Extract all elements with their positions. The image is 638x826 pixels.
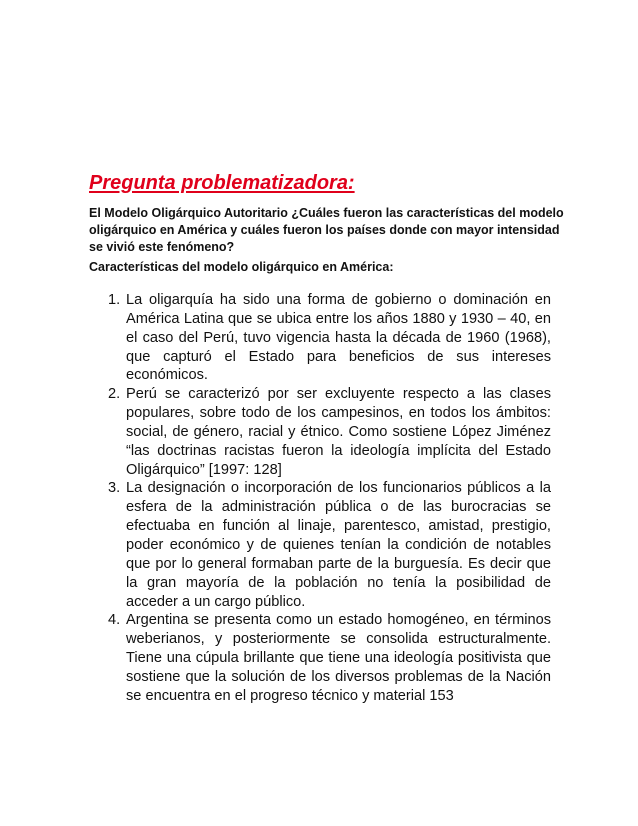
- question-paragraph: El Modelo Oligárquico Autoritario ¿Cuáles fueron las características del modelo oligárquico en América y cuáles fueron los países donde con mayor intensidad se vivió este fenómeno?: [89, 206, 564, 254]
- list-item: [89, 385, 551, 479]
- page-title: Pregunta problematizadora:: [89, 172, 355, 194]
- characteristics-list: [89, 291, 551, 706]
- list-item: [89, 291, 551, 385]
- list-item-number: 3.: [108, 480, 121, 497]
- list-item: [89, 479, 551, 611]
- list-item-text: La designación o incorporación de los funcionarios públicos a la esfera de la administración pública o de las burocracias se efectuaba en función al linaje, parentesco, amistad, prestigio, poder económico y de quienes tenían la condición de notables que por lo general formaban parte de la burguesía. Es decir que la gran mayoría de la población no tenía la posibilidad de acceder a un cargo público.: [126, 480, 551, 610]
- section-subheading: Características del modelo oligárquico en América:: [89, 260, 394, 274]
- list-item-number: 1.: [108, 292, 121, 308]
- list-item-number: 2.: [108, 386, 121, 403]
- list-item-text: Perú se caracterizó por ser excluyente respecto a las clases populares, sobre todo de los campesinos, en todos los ámbitos: social, de género, racial y étnico. Como sostiene López Jiménez “las doctrinas racistas fueron la ideología implícita del Estado Oligárquico” [1997: 128]: [126, 386, 551, 478]
- list-item-text: Argentina se presenta como un estado homogéneo, en términos weberianos, y posteriormente se consolida estructuralmente. Tiene una cúpula brillante que tiene una ideología positivista que sostiene que la solución de los diversos problemas de la Nación se encuentra en el progreso técnico y material 153: [126, 612, 551, 704]
- list-item-text: La oligarquía ha sido una forma de gobierno o dominación en América Latina que se ubica entre los años 1880 y 1930 – 40, en el caso del Perú, tuvo vigencia hasta la década de 1960 (1968), que capturó el Estado para beneficios de sus intereses económicos.: [126, 292, 551, 384]
- list-item: [89, 611, 551, 705]
- list-item-number: 4.: [108, 612, 121, 629]
